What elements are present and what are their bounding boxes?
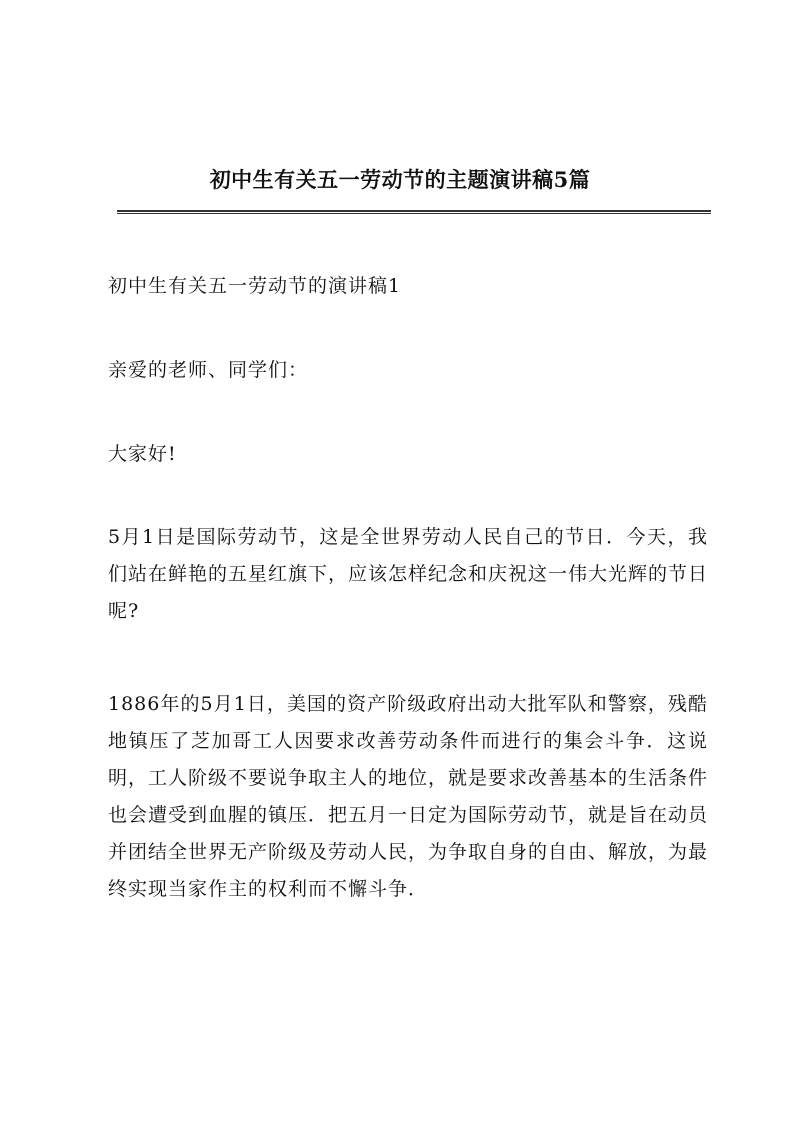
document-title: 初中生有关五一劳动节的主题演讲稿5篇 (209, 167, 591, 192)
title-divider (117, 210, 711, 214)
speech-subtitle: 初中生有关五一劳动节的演讲稿1 (108, 275, 402, 297)
intro-paragraph: 5月1日是国际劳动节，这是全世界劳动人民自己的节日．今天，我们站在鲜艳的五星红旗下，应该怎样纪念和庆祝这一伟大光辉的节日呢? (108, 526, 709, 622)
history-paragraph: 1886年的5月1日，美国的资产阶级政府出动大批军队和警察，残酷地镇压了芝加哥工人因要求改善劳动条件而进行的集会斗争．这说明，工人阶级不要说争取主人的地位，就是要求改善基本的生活条件也会遭受到血腥的镇压．把五月一日定为国际劳动节，就是旨在动员并团结全世界无产阶级及劳动人民，为争取自身的自由、解放，为最终实现当家作主的权利而不懈斗争． (108, 693, 709, 900)
greeting-paragraph: 亲爱的老师、同学们： (108, 359, 309, 381)
hello-paragraph: 大家好! (108, 443, 177, 465)
